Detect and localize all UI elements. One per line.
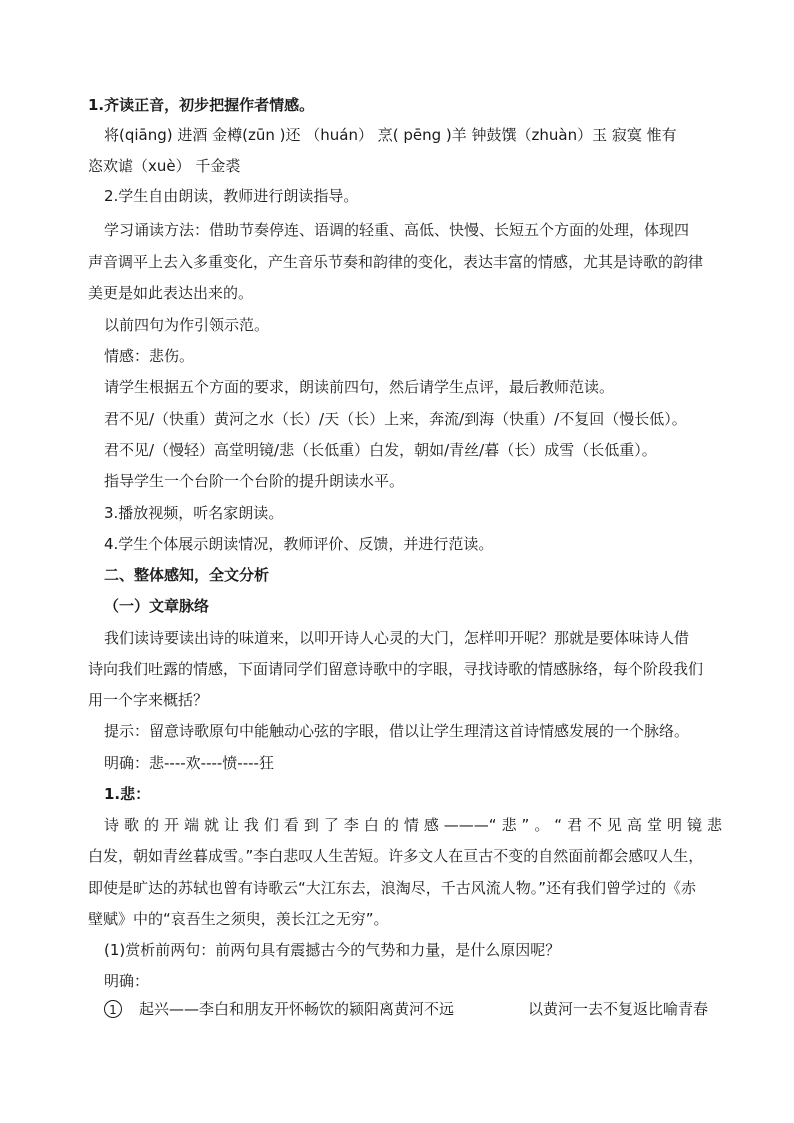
pronunciation-line-1: 将(qiāng) 进酒 金樽(zūn )还 （huán） 烹( pēng )羊 钟鼓馔（zhuàn）玉 寂寞 惟有 [104, 126, 677, 144]
step-1-heading: 1.齐读正音，初步把握作者情感。 [88, 96, 315, 114]
step-2-heading: 2.学生自由朗读，教师进行朗读指导。 [104, 187, 359, 205]
analysis-line-4: 壁赋》中的“哀吾生之须臾，羡长江之无穷”。 [88, 910, 389, 928]
question-line: (1)赏析前两句：前两句具有震撼古今的气势和力量，是什么原因呢？ [104, 941, 561, 959]
point-1-left: 起兴——李白和朋友开怀畅饮的颍阳离黄河不远 [139, 1000, 455, 1018]
intro-line-1: 我们读诗要读出诗的味道来，以叩开诗人心灵的大门，怎样叩开呢？那就是要体味诗人借 [104, 629, 690, 647]
analysis-line-3: 即使是旷达的苏轼也曾有诗歌云“大江东去，浪淘尽，千古风流人物。”还有我们曾学过的《赤 [88, 879, 697, 897]
guide-line: 指导学生一个台阶一个台阶的提升朗读水平。 [104, 472, 405, 490]
intro-line-2: 诗向我们吐露的情感，下面请同学们留意诗歌中的字眼，寻找诗歌的情感脉络，每个阶段我们 [88, 660, 704, 678]
intro-line-3: 用一个字来概括？ [88, 691, 209, 709]
section-2-heading: 二、整体感知，全文分析 [104, 566, 270, 584]
subsection-1-heading: （一）文章脉络 [104, 597, 210, 615]
step-4-line: 4.学生个体展示朗读情况，教师评价、反馈，并进行范读。 [104, 535, 494, 553]
hint-line: 提示：留意诗歌原句中能触动心弦的字眼，借以让学生理清这首诗情感发展的一个脉络。 [104, 722, 690, 740]
step-3-line: 3.播放视频，听名家朗读。 [104, 504, 284, 522]
reading-line-1: 君不见/（快重）黄河之水（长）/天（长）上来，奔流/到海（快重）/不复回（慢长低）。 [104, 410, 687, 428]
clarify-line: 明确：悲----欢----愤----狂 [104, 754, 274, 772]
circled-number: 1 [104, 1000, 122, 1018]
pronunciation-line-2: 恣欢谑（xuè） 千金裘 [88, 157, 241, 175]
method-line-2: 声音调平上去入多重变化，产生音乐节奏和韵律的变化，表达丰富的情感，尤其是诗歌的韵律 [88, 253, 704, 271]
analysis-line-2: 白发，朝如青丝暮成雪。”李白悲叹人生苦短。许多文人在亘古不变的自然面前都会感叹人生， [88, 847, 704, 865]
emotion-line: 情感：悲伤。 [104, 347, 195, 365]
method-line-3: 美更是如此表达出来的。 [88, 284, 254, 302]
demo-line: 以前四句为作引领示范。 [104, 316, 270, 334]
reading-line-2: 君不见/（慢轻）高堂明镜/悲（长低重）白发，朝如/青丝/暮（长）成雪（长低重）。 [104, 441, 657, 459]
analysis-line-1: 诗歌的开端就让我们看到了李白的情感———“悲”。“君不见高堂明镜悲 [104, 816, 722, 834]
point-1-right: 以黄河一去不复返比喻青春 [528, 1000, 709, 1018]
clarify-label: 明确： [104, 972, 150, 990]
request-line: 请学生根据五个方面的要求，朗读前四句，然后请学生点评，最后教师范读。 [104, 378, 615, 396]
sorrow-heading: 1.悲： [104, 785, 151, 803]
method-line-1: 学习诵读方法：借助节奏停连、语调的轻重、高低、快慢、长短五个方面的处理，体现四 [104, 221, 690, 239]
